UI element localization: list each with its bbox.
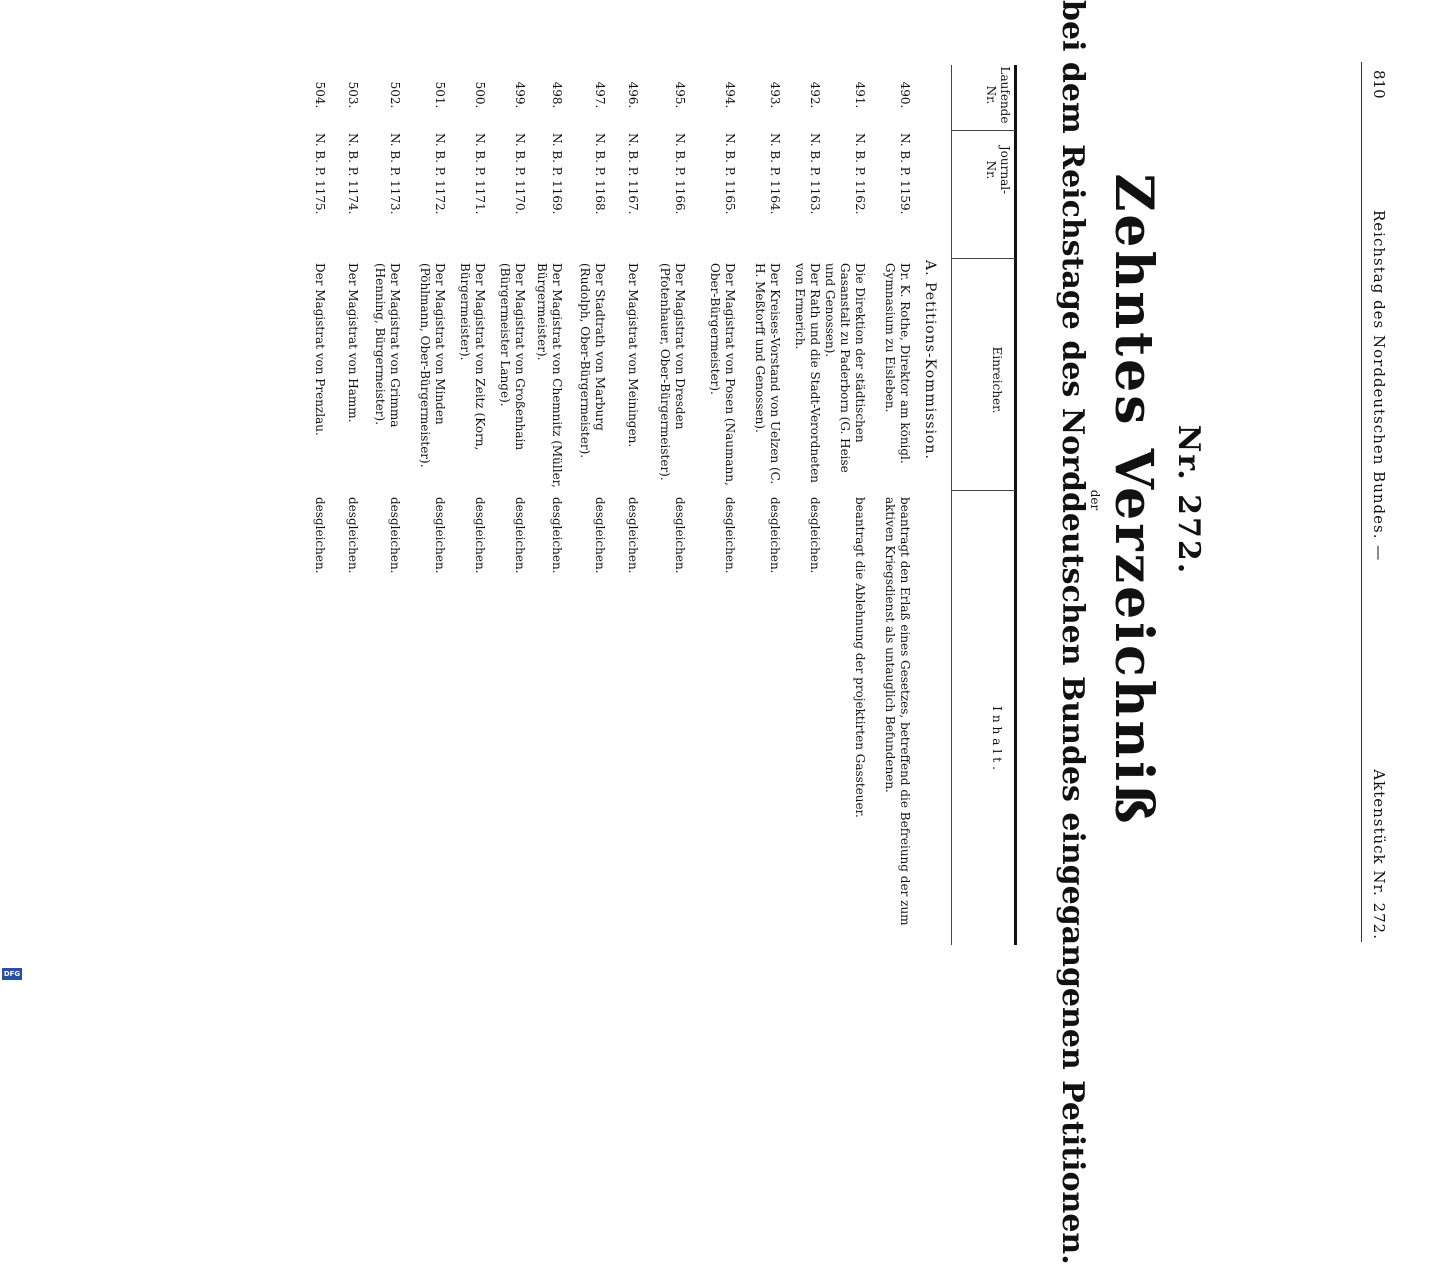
running-head-title: Reichstag des Norddeutschen Bundes. — xyxy=(1370,210,1388,562)
cell-inhalt: beantragt die Ablehnung der projektirten Gassteuer. xyxy=(853,497,867,818)
cell-einreicher: Der Magistrat von Chemnitz (Müller, Bürgermeister). xyxy=(535,263,564,488)
cell-inhalt: desgleichen. xyxy=(550,497,564,574)
cell-laufende-nr: 497. xyxy=(593,81,607,109)
cell-einreicher: Der Rath und die Stadt-Verordneten von Ermerich. xyxy=(793,263,822,483)
document-number: Nr. 272. xyxy=(1171,424,1206,576)
cell-journal-nr: N. B. P. 1164. xyxy=(768,133,782,215)
cell-inhalt: desgleichen. xyxy=(808,497,822,574)
cell-einreicher: Der Magistrat von Großenhain (Bürgermeister Lange). xyxy=(498,263,527,451)
cell-inhalt: desgleichen. xyxy=(593,497,607,574)
column-divider xyxy=(951,490,1015,491)
cell-inhalt: desgleichen. xyxy=(723,497,737,574)
cell-journal-nr: N. B. P. 1165. xyxy=(723,133,737,215)
cell-laufende-nr: 496. xyxy=(626,81,640,109)
cell-laufende-nr: 490. xyxy=(898,81,912,109)
page-number: 810 xyxy=(1370,70,1388,99)
header-einreicher: Einreicher. xyxy=(990,346,1004,414)
document-connector: der xyxy=(1088,489,1102,511)
cell-inhalt: desgleichen. xyxy=(388,497,402,574)
cell-einreicher: Die Direktion der städtischen Gasanstalt zu Paderborn (G. Heise und Genossen). xyxy=(823,263,867,473)
running-head-document-ref: Aktenstück Nr. 272. xyxy=(1370,769,1388,940)
column-divider xyxy=(951,130,1015,131)
cell-inhalt: desgleichen. xyxy=(513,497,527,574)
cell-einreicher: Der Magistrat von Posen (Naumann, Ober-Bürgermeister). xyxy=(708,263,737,486)
cell-einreicher: Der Stadtrath von Marburg (Rudolph, Ober-Bürgermeister). xyxy=(578,263,607,459)
cell-journal-nr: N. B. P. 1163. xyxy=(808,133,822,215)
cell-inhalt: desgleichen. xyxy=(473,497,487,574)
table-header-rule xyxy=(951,65,952,945)
dfg-logo: DFG xyxy=(3,970,21,978)
cell-journal-nr: N. B. P. 1167. xyxy=(626,133,640,215)
header-laufende-nr: Laufende Nr. xyxy=(984,66,1012,124)
cell-einreicher: Der Magistrat von Meiningen. xyxy=(626,263,640,448)
section-heading: A. Petitions-Kommission. xyxy=(922,260,938,460)
cell-inhalt: desgleichen. xyxy=(313,497,327,574)
cell-inhalt: beantragt den Erlaß eines Gesetzes, betreffend die Befreiung der zum aktiven Kriegsdienst als untauglich Befundenen. xyxy=(883,497,912,926)
cell-laufende-nr: 493. xyxy=(768,81,782,109)
document-subtitle: bei dem Reichstage des Norddeutschen Bundes eingegangenen Petitionen. xyxy=(1055,0,1090,1265)
header-inhalt: Inhalt. xyxy=(990,706,1004,774)
cell-inhalt: desgleichen. xyxy=(626,497,640,574)
cell-journal-nr: N. B. P. 1169. xyxy=(550,133,564,215)
cell-einreicher: Der Magistrat von Dresden (Pfotenhauer, Ober-Bürgermeister). xyxy=(658,263,687,481)
cell-laufende-nr: 491. xyxy=(853,81,867,109)
cell-journal-nr: N. B. P. 1162. xyxy=(853,133,867,215)
cell-laufende-nr: 495. xyxy=(673,81,687,109)
cell-einreicher: Der Kreises-Vorstand von Uelzen (C. H. Meßtorff und Genossen). xyxy=(753,263,782,485)
header-rule xyxy=(1361,62,1362,942)
cell-laufende-nr: 499. xyxy=(513,81,527,109)
cell-laufende-nr: 501. xyxy=(433,81,447,109)
document-title: Zehntes Verzeichniß xyxy=(1103,173,1164,827)
cell-einreicher: Der Magistrat von Prenzlau. xyxy=(313,263,327,436)
header-journal-nr: Journal- Nr. xyxy=(984,145,1012,195)
cell-laufende-nr: 504. xyxy=(313,81,327,109)
cell-journal-nr: N. B. P. 1171. xyxy=(473,133,487,215)
cell-journal-nr: N. B. P. 1168. xyxy=(593,133,607,215)
cell-laufende-nr: 503. xyxy=(346,81,360,109)
cell-einreicher: Der Magistrat von Grimma (Henning, Bürgermeister). xyxy=(373,263,402,428)
column-divider xyxy=(951,258,1015,259)
cell-inhalt: desgleichen. xyxy=(433,497,447,574)
cell-laufende-nr: 502. xyxy=(388,81,402,109)
cell-journal-nr: N. B. P. 1170. xyxy=(513,133,527,215)
cell-journal-nr: N. B. P. 1173. xyxy=(388,133,402,215)
cell-inhalt: desgleichen. xyxy=(673,497,687,574)
table-top-rule xyxy=(1014,65,1017,945)
cell-journal-nr: N. B. P. 1159. xyxy=(898,133,912,215)
cell-einreicher: Dr. K. Rothe, Direktor am königl. Gymnasium zu Eisleben. xyxy=(883,263,912,464)
cell-journal-nr: N. B. P. 1172. xyxy=(433,133,447,215)
cell-laufende-nr: 500. xyxy=(473,81,487,109)
cell-laufende-nr: 492. xyxy=(808,81,822,109)
cell-einreicher: Der Magistrat von Hamm. xyxy=(346,263,360,423)
cell-journal-nr: N. B. P. 1175. xyxy=(313,133,327,215)
cell-laufende-nr: 494. xyxy=(723,81,737,109)
cell-inhalt: desgleichen. xyxy=(768,497,782,574)
cell-journal-nr: N. B. P. 1166. xyxy=(673,133,687,215)
cell-journal-nr: N. B. P. 1174. xyxy=(346,133,360,215)
cell-inhalt: desgleichen. xyxy=(346,497,360,574)
cell-einreicher: Der Magistrat von Zeitz (Korn, Bürgermeister). xyxy=(458,263,487,451)
cell-laufende-nr: 498. xyxy=(550,81,564,109)
cell-einreicher: Der Magistrat von Minden (Pöhlmann, Ober-Bürgermeister). xyxy=(418,263,447,468)
